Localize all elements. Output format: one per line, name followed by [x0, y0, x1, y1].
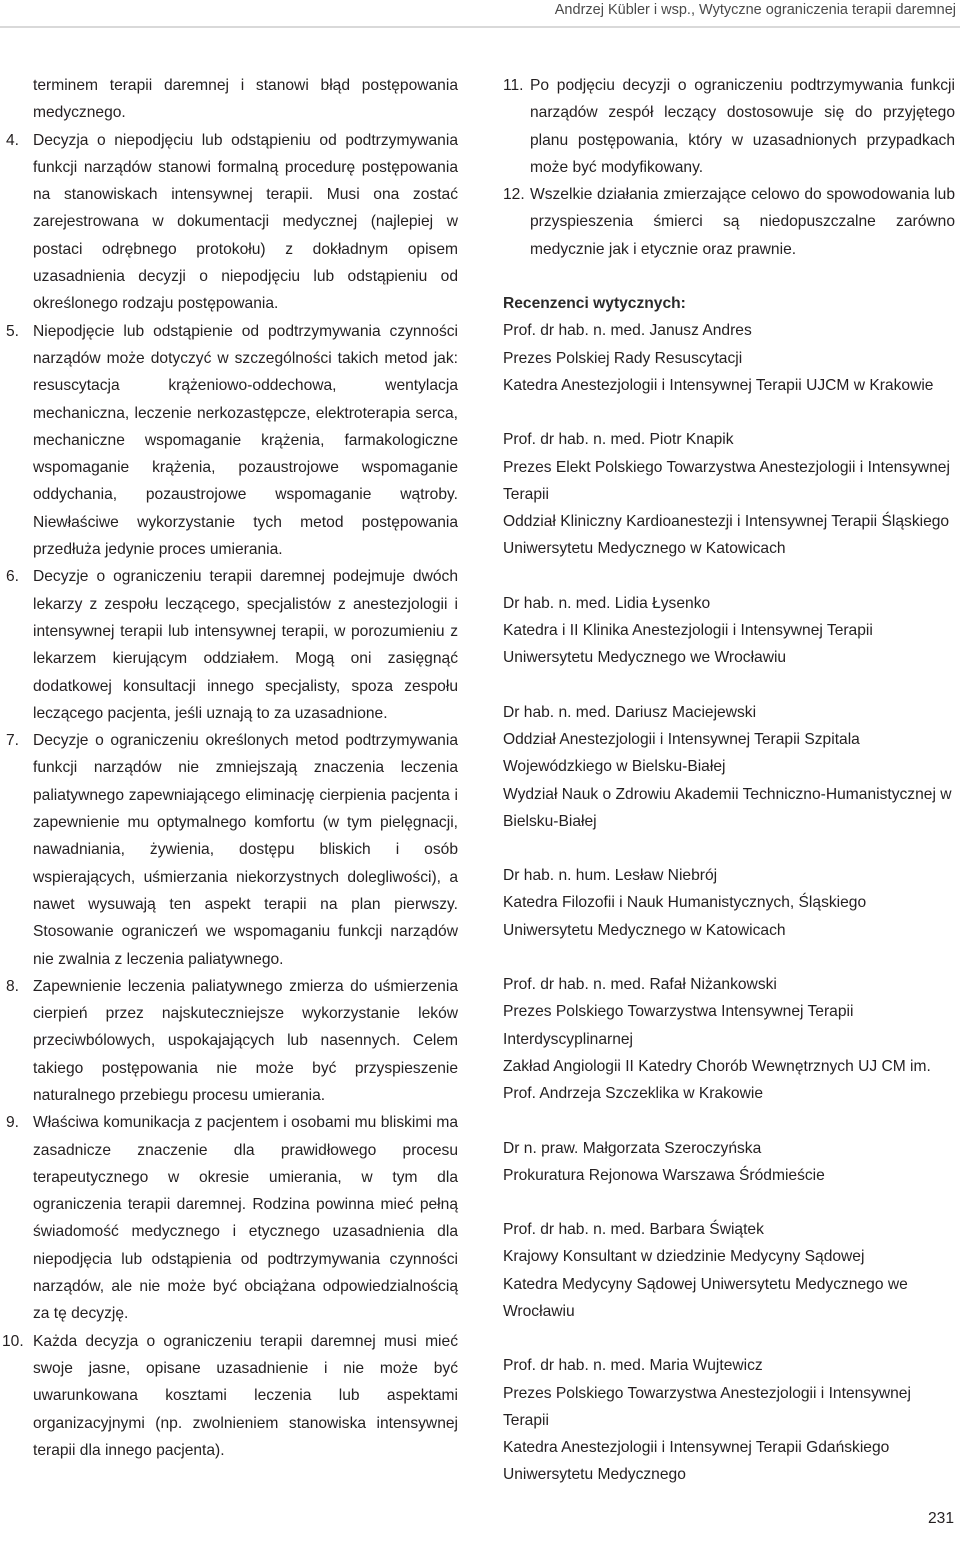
- item-number: 6.: [6, 568, 20, 586]
- reviewer-name: Prof. dr hab. n. med. Piotr Knapik: [503, 431, 734, 449]
- guideline-item-10: [2, 1328, 458, 1464]
- header-divider: [0, 26, 960, 28]
- guideline-item-11: [503, 72, 955, 181]
- item-text: Niepodjęcie lub odstąpienie od podtrzymywania czynności narządów może dotyczyć w szczególności takich metod jak: resuscytacja krążeniowo-oddechowa, wentylacja mechaniczna, leczenie nerkozastępcze, elektroterapia serca, mechaniczne wspomaganie krążenia, farmakologiczne wspomaganie krążenia, pozaustrojowe wspomaganie oddychania, pozaustrojowe wspomaganie wątroby. Niewłaściwe wykorzystanie tych metod postępowania przedłuża jedynie proces umierania.: [33, 322, 458, 559]
- reviewer-affiliation: Katedra Anestezjologii i Intensywnej Terapii UJCM w Krakowie: [503, 376, 934, 394]
- reviewer-entry: [503, 1352, 955, 1488]
- reviewer-entry: [503, 1135, 955, 1190]
- reviewer-affiliation: Katedra Filozofii i Nauk Humanistycznych, Śląskiego Uniwersytetu Medycznego w Katowicach: [503, 894, 867, 939]
- item-text: Decyzje o ograniczeniu terapii daremnej podejmuje dwóch lekarzy z zespołu leczącego, specjalistów z anestezjologii i intensywnej terapii lub intensywnej terapii, w porozumieniu z lekarzem kierującym oddziałem. Mogą oni zasięgnąć dodatkowej konsultacji innego specjalisty, spoza zespołu leczącego pacjenta, jeśli uznają to za uzasadnione.: [33, 568, 458, 722]
- reviewer-entry: [503, 426, 955, 562]
- guideline-item-7: [6, 727, 458, 973]
- reviewer-affiliation: Wydział Nauk o Zdrowiu Akademii Techniczno-Humanistycznej w Bielsku-Białej: [503, 785, 952, 830]
- reviewer-affiliation: Prokuratura Rejonowa Warszawa Śródmieście: [503, 1166, 825, 1184]
- reviewer-name: Dr n. praw. Małgorzata Szeroczyńska: [503, 1139, 762, 1157]
- continuation-paragraph: terminem terapii daremnej i stanowi błąd postępowania medycznego.: [33, 77, 458, 122]
- item-number: 5.: [6, 322, 20, 340]
- reviewer-name: Prof. dr hab. n. med. Rafał Niżankowski: [503, 976, 777, 994]
- item-text: Wszelkie działania zmierzające celowo do spowodowania lub przyspieszenia śmierci są niedopuszczalne zarówno medycznie jak i etycznie oraz prawnie.: [530, 186, 955, 258]
- guideline-item-8: [6, 973, 458, 1109]
- item-text: Decyzja o niepodjęciu lub odstąpieniu od podtrzymywania funkcji narządów stanowi formalną procedurę postępowania na stanowiskach intensywnej terapii. Musi ona zostać zarejestrowana w dokumentacji medycznej (najlepiej w postaci odrębnego protokołu) z dokładnym opisem uzasadnienia decyzji o niepodjęciu lub odstąpieniu od określonego rodzaju postępowania.: [33, 131, 458, 313]
- reviewer-name: Dr hab. n. med. Lidia Łysenko: [503, 594, 711, 612]
- item-text: Właściwa komunikacja z pacjentem i osobami mu bliskimi ma zasadnicze znaczenie dla prawidłowego procesu terapeutycznego w okresie umierania, w tym dla ograniczenia terapii daremnej. Rodzina powinna mieć pełną świadomość medycznego i etycznego uzasadnienia dla niepodjęcia lub odstąpienia od podtrzymywania czynności narządów, ale nie może być obciążana odpowiedzialnością za tę decyzję.: [33, 1114, 458, 1323]
- item-number: 4.: [6, 131, 20, 149]
- item-text: Zapewnienie leczenia paliatywnego zmierza do uśmierzenia cierpień przez najskuteczniejsze wykorzystanie leków przeciwbólowych, uspokajających lub nasennych. Celem takiego postępowania nie może być przyspieszenie naturalnego przebiegu procesu umierania.: [33, 977, 458, 1104]
- guideline-item-12: [503, 181, 955, 263]
- item-text: Po podjęciu decyzji o ograniczeniu podtrzymywania funkcji narządów zespół leczący dostosowuje się do przyjętego planu postępowania, który w uzasadnionych przypadkach może być modyfikowany.: [530, 77, 955, 176]
- guideline-item-4: [6, 127, 458, 318]
- guideline-item-5: [6, 318, 458, 564]
- guideline-item-6: [6, 563, 458, 727]
- item-text: Każda decyzja o ograniczeniu terapii daremnej musi mieć swoje jasne, opisane uzasadnienie i nie może być uwarunkowana kosztami leczenia lub aspektami organizacyjnymi (np. zwolnieniem stanowiska intensywnej terapii dla innego pacjenta).: [33, 1332, 458, 1459]
- item-text: Decyzje o ograniczeniu określonych metod podtrzymywania funkcji narządów nie zmniejszają znaczenia leczenia paliatywnego zapewniającego eliminację cierpienia pacjenta i zapewnienie mu optymalnego komfortu (w tym pielęgnacji, nawadniania, żywienia, dostępu bliskich i osób wspierających, uśmierzania niekorzystnych dolegliwości), a nawet wysuwają ten aspekt terapii na plan pierwszy. Stosowanie ograniczeń we wspomaganiu funkcji narządów nie zwalnia z leczenia paliatywnego.: [33, 732, 458, 968]
- reviewer-entry: [503, 699, 955, 835]
- reviewer-affiliation: Prezes Polskiej Rady Resuscytacji: [503, 349, 743, 367]
- reviewer-affiliation: Katedra Medycyny Sądowej Uniwersytetu Medycznego we Wrocławiu: [503, 1275, 908, 1320]
- item-number: 12.: [503, 186, 525, 204]
- item-number: 9.: [6, 1114, 20, 1132]
- reviewer-affiliation: Krajowy Konsultant w dziedzinie Medycyny Sądowej: [503, 1248, 865, 1266]
- reviewer-name: Dr hab. n. hum. Lesław Niebrój: [503, 867, 718, 885]
- item-number: 8.: [6, 977, 20, 995]
- reviewer-affiliation: Katedra i II Klinika Anestezjologii i Intensywnej Terapii Uniwersytetu Medycznego we Wrocławiu: [503, 622, 873, 667]
- reviewer-entry: [503, 317, 955, 399]
- reviewer-entry: [503, 1216, 955, 1325]
- reviewer-name: Prof. dr hab. n. med. Barbara Świątek: [503, 1221, 764, 1239]
- guideline-item-9: [6, 1109, 458, 1327]
- reviewer-name: Dr hab. n. med. Dariusz Maciejewski: [503, 703, 757, 721]
- reviewer-affiliation: Katedra Anestezjologii i Intensywnej Terapii Gdańskiego Uniwersytetu Medycznego: [503, 1439, 890, 1484]
- reviewer-affiliation: Oddział Kliniczny Kardioanestezji i Intensywnej Terapii Śląskiego Uniwersytetu Medycznego w Katowicach: [503, 513, 950, 558]
- right-column: [503, 72, 955, 1489]
- reviewer-name: Prof. dr hab. n. med. Maria Wujtewicz: [503, 1357, 763, 1375]
- page-number: 231: [927, 1510, 954, 1527]
- reviewer-affiliation: Prezes Elekt Polskiego Towarzystwa Anestezjologii i Intensywnej Terapii: [503, 458, 950, 503]
- reviewers-heading: Recenzenci wytycznych:: [503, 295, 686, 313]
- item-number: 7.: [6, 732, 20, 750]
- left-column: [2, 72, 458, 1464]
- item-number: 11.: [503, 77, 524, 94]
- reviewer-entry: [503, 862, 955, 944]
- item-number: 10.: [2, 1332, 24, 1350]
- reviewer-entry: [503, 590, 955, 672]
- running-header: Andrzej Kübler i wsp., Wytyczne ograniczenia terapii daremnej: [554, 2, 956, 18]
- reviewer-affiliation: Prezes Polskiego Towarzystwa Anestezjologii i Intensywnej Terapii: [503, 1384, 911, 1429]
- reviewer-entry: [503, 971, 955, 1107]
- reviewer-name: Prof. dr hab. n. med. Janusz Andres: [503, 322, 752, 340]
- reviewer-affiliation: Prezes Polskiego Towarzystwa Intensywnej Terapii Interdyscyplinarnej: [503, 1003, 854, 1048]
- reviewer-affiliation: Zakład Angiologii II Katedry Chorób Wewnętrznych UJ CM im. Prof. Andrzeja Szczeklika w Krakowie: [503, 1057, 931, 1103]
- reviewer-affiliation: Oddział Anestezjologii i Intensywnej Terapii Szpitala Wojewódzkiego w Bielsku-Białej: [503, 730, 860, 776]
